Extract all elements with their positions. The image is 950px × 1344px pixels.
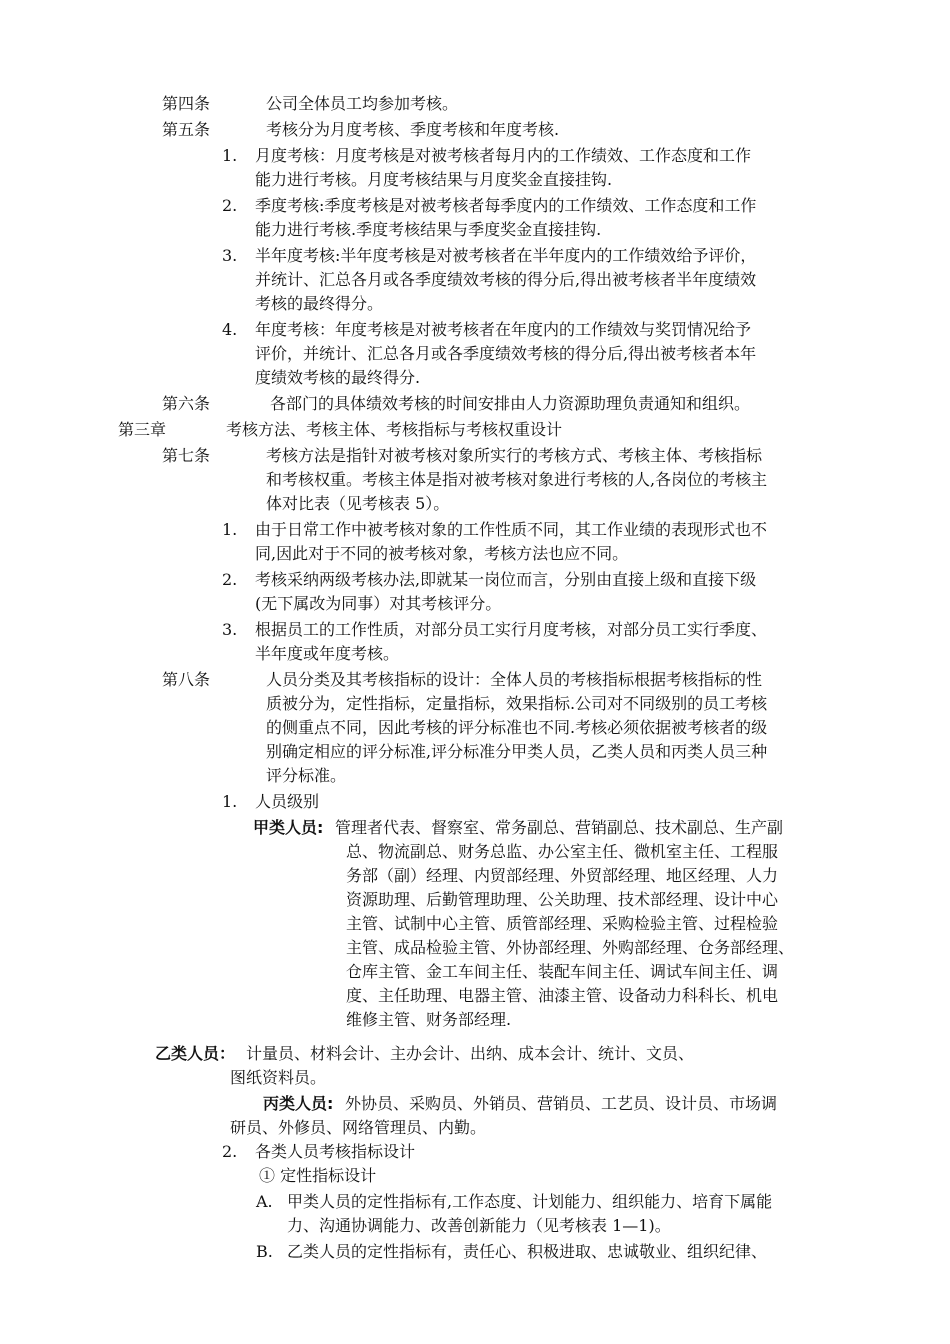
- list-letter: A.: [256, 1192, 273, 1211]
- list-number: 2.: [222, 1142, 238, 1161]
- category-a-line: 资源助理、后勤管理助理、公关助理、技术部经理、设计中心: [346, 890, 779, 909]
- article-4-text: 公司全体员工均参加考核。: [266, 94, 459, 113]
- list-item-line: 甲类人员的定性指标有,工作态度、计划能力、组织能力、培育下属能: [287, 1192, 773, 1211]
- list-item-line: 年度考核：年度考核是对被考核者在年度内的工作绩效与奖罚情况给予: [255, 320, 752, 339]
- list-item-line: 能力进行考核.季度考核结果与季度奖金直接挂钩.: [255, 220, 602, 239]
- list-number: 1.: [222, 146, 238, 165]
- article-8-line: 的侧重点不同，因此考核的评分标准也不同.考核必须依据被考核者的级: [266, 718, 768, 737]
- list-letter: B.: [256, 1242, 273, 1261]
- list-item-line: 同,因此对于不同的被考核对象，考核方法也应不同。: [255, 544, 629, 563]
- category-a-line: 管理者代表、督察室、常务副总、营销副总、技术副总、生产副: [335, 818, 784, 837]
- category-b-line: 图纸资料员。: [230, 1068, 327, 1087]
- list-number: 2.: [222, 570, 238, 589]
- list-item-line: 季度考核:季度考核是对被考核者每季度内的工作绩效、工作态度和工作: [255, 196, 757, 215]
- list-item-line: 月度考核：月度考核是对被考核者每月内的工作绩效、工作态度和工作: [255, 146, 752, 165]
- chapter-3-label: 第三章: [118, 420, 167, 439]
- list-number: 1.: [222, 792, 238, 811]
- list-number: 4.: [222, 320, 238, 339]
- list-number: 3.: [222, 620, 238, 639]
- category-a-line: 维修主管、财务部经理.: [346, 1010, 512, 1029]
- category-a-line: 总、物流副总、财务总监、办公室主任、微机室主任、工程服: [346, 842, 779, 861]
- article-7-line: 和考核权重。考核主体是指对被考核对象进行考核的人,各岗位的考核主: [266, 470, 768, 489]
- list-item-line: 根据员工的工作性质，对部分员工实行月度考核，对部分员工实行季度、: [255, 620, 768, 639]
- category-c-line: 研员、外修员、网络管理员、内勤。: [230, 1118, 487, 1137]
- category-a-line: 仓库主管、金工车间主任、装配车间主任、调试车间主任、调: [346, 962, 779, 981]
- category-a-label: 甲类人员:: [253, 818, 324, 837]
- article-4-label: 第四条: [162, 94, 211, 113]
- list-number: 3.: [222, 246, 238, 265]
- list-number: 2.: [222, 196, 238, 215]
- list-item-line: 度绩效考核的最终得分.: [255, 368, 421, 387]
- category-b-label: 乙类人员：: [155, 1044, 236, 1063]
- chapter-3-title: 考核方法、考核主体、考核指标与考核权重设计: [226, 420, 563, 439]
- article-7-line: 体对比表（见考核表 5）。: [266, 494, 450, 513]
- list-item-line: 考核采纳两级考核办法,即就某一岗位而言，分别由直接上级和直接下级: [255, 570, 757, 589]
- list-item-line: 并统计、汇总各月或各季度绩效考核的得分后,得出被考核者半年度绩效: [255, 270, 757, 289]
- category-a-line: 务部（副）经理、内贸部经理、外贸部经理、地区经理、人力: [346, 866, 779, 885]
- article-7-label: 第七条: [162, 446, 211, 465]
- article-8-line: 质被分为，定性指标，定量指标，效果指标.公司对不同级别的员工考核: [266, 694, 768, 713]
- list-item-line: 乙类人员的定性指标有，责任心、积极进取、忠诚敬业、组织纪律、: [287, 1242, 768, 1261]
- list-number: 1.: [222, 520, 238, 539]
- list-item-line: 由于日常工作中被考核对象的工作性质不同，其工作业绩的表现形式也不: [255, 520, 768, 539]
- article-5-label: 第五条: [162, 120, 211, 139]
- list-item-line: 力、沟通协调能力、改善创新能力（见考核表 1—1)。: [287, 1216, 671, 1235]
- list-item-line: 能力进行考核。月度考核结果与月度奖金直接挂钩.: [255, 170, 613, 189]
- subsection-heading: ① 定性指标设计: [259, 1166, 377, 1185]
- category-a-line: 主管、试制中心主管、质管部经理、采购检验主管、过程检验: [346, 914, 779, 933]
- list-item-line: (无下属改为同事）对其考核评分。: [255, 594, 502, 613]
- list-item-line: 考核的最终得分。: [255, 294, 384, 313]
- article-8-line: 别确定相应的评分标准,评分标准分甲类人员，乙类人员和丙类人员三种: [266, 742, 768, 761]
- category-a-line: 度、主任助理、电器主管、油漆主管、设备动力科科长、机电: [346, 986, 779, 1005]
- category-c-line: 外协员、采购员、外销员、营销员、工艺员、设计员、市场调: [345, 1094, 778, 1113]
- article-6-text: 各部门的具体绩效考核的时间安排由人力资源助理负责通知和组织。: [270, 394, 751, 413]
- category-b-line: 计量员、材料会计、主办会计、出纳、成本会计、统计、文员、: [246, 1044, 695, 1063]
- article-8-line: 人员分类及其考核指标的设计：全体人员的考核指标根据考核指标的性: [266, 670, 763, 689]
- article-8-label: 第八条: [162, 670, 211, 689]
- list-item-line: 评价，并统计、汇总各月或各季度绩效考核的得分后,得出被考核者本年: [255, 344, 757, 363]
- article-7-line: 考核方法是指针对被考核对象所实行的考核方式、考核主体、考核指标: [266, 446, 763, 465]
- article-5-text: 考核分为月度考核、季度考核和年度考核.: [266, 120, 560, 139]
- list-item-line: 半年度或年度考核。: [255, 644, 400, 663]
- category-a-line: 主管、成品检验主管、外协部经理、外购部经理、仓务部经理、: [346, 938, 795, 957]
- list-item-line: 半年度考核:半年度考核是对被考核者在半年度内的工作绩效给予评价，: [255, 246, 757, 265]
- category-c-label: 丙类人员:: [263, 1094, 334, 1113]
- article-6-label: 第六条: [162, 394, 211, 413]
- section-heading: 人员级别: [255, 792, 320, 811]
- section-heading: 各类人员考核指标设计: [255, 1142, 416, 1161]
- article-8-line: 评分标准。: [266, 766, 347, 785]
